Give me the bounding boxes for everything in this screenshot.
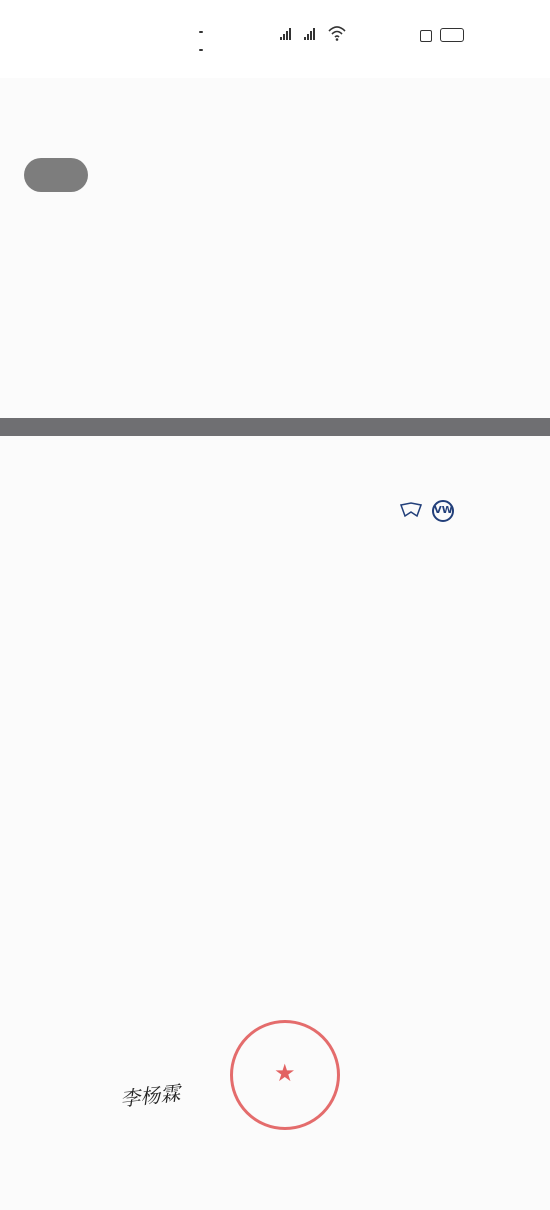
hd-badge-2 xyxy=(199,49,203,51)
battery-icon xyxy=(440,28,464,42)
vibrate-icon xyxy=(420,30,432,42)
wifi-icon xyxy=(328,24,346,42)
company-seal xyxy=(230,1020,340,1130)
handwritten-signature: 李杨霖 xyxy=(119,1080,182,1112)
faw-vw-logo xyxy=(418,500,468,540)
carrier-label-2 xyxy=(196,42,203,56)
status-bar xyxy=(0,0,550,78)
signal-bars-2-icon xyxy=(304,28,315,40)
page-indicator xyxy=(24,158,88,192)
document-page-2[interactable] xyxy=(0,78,550,418)
signal-bars-1-icon xyxy=(280,28,291,40)
hd-badge-1 xyxy=(199,31,203,33)
seal-star-icon: ★ xyxy=(274,1059,296,1087)
faw-icon xyxy=(400,502,422,518)
vw-icon: VW xyxy=(432,500,454,522)
carrier-label-1 xyxy=(196,24,203,38)
